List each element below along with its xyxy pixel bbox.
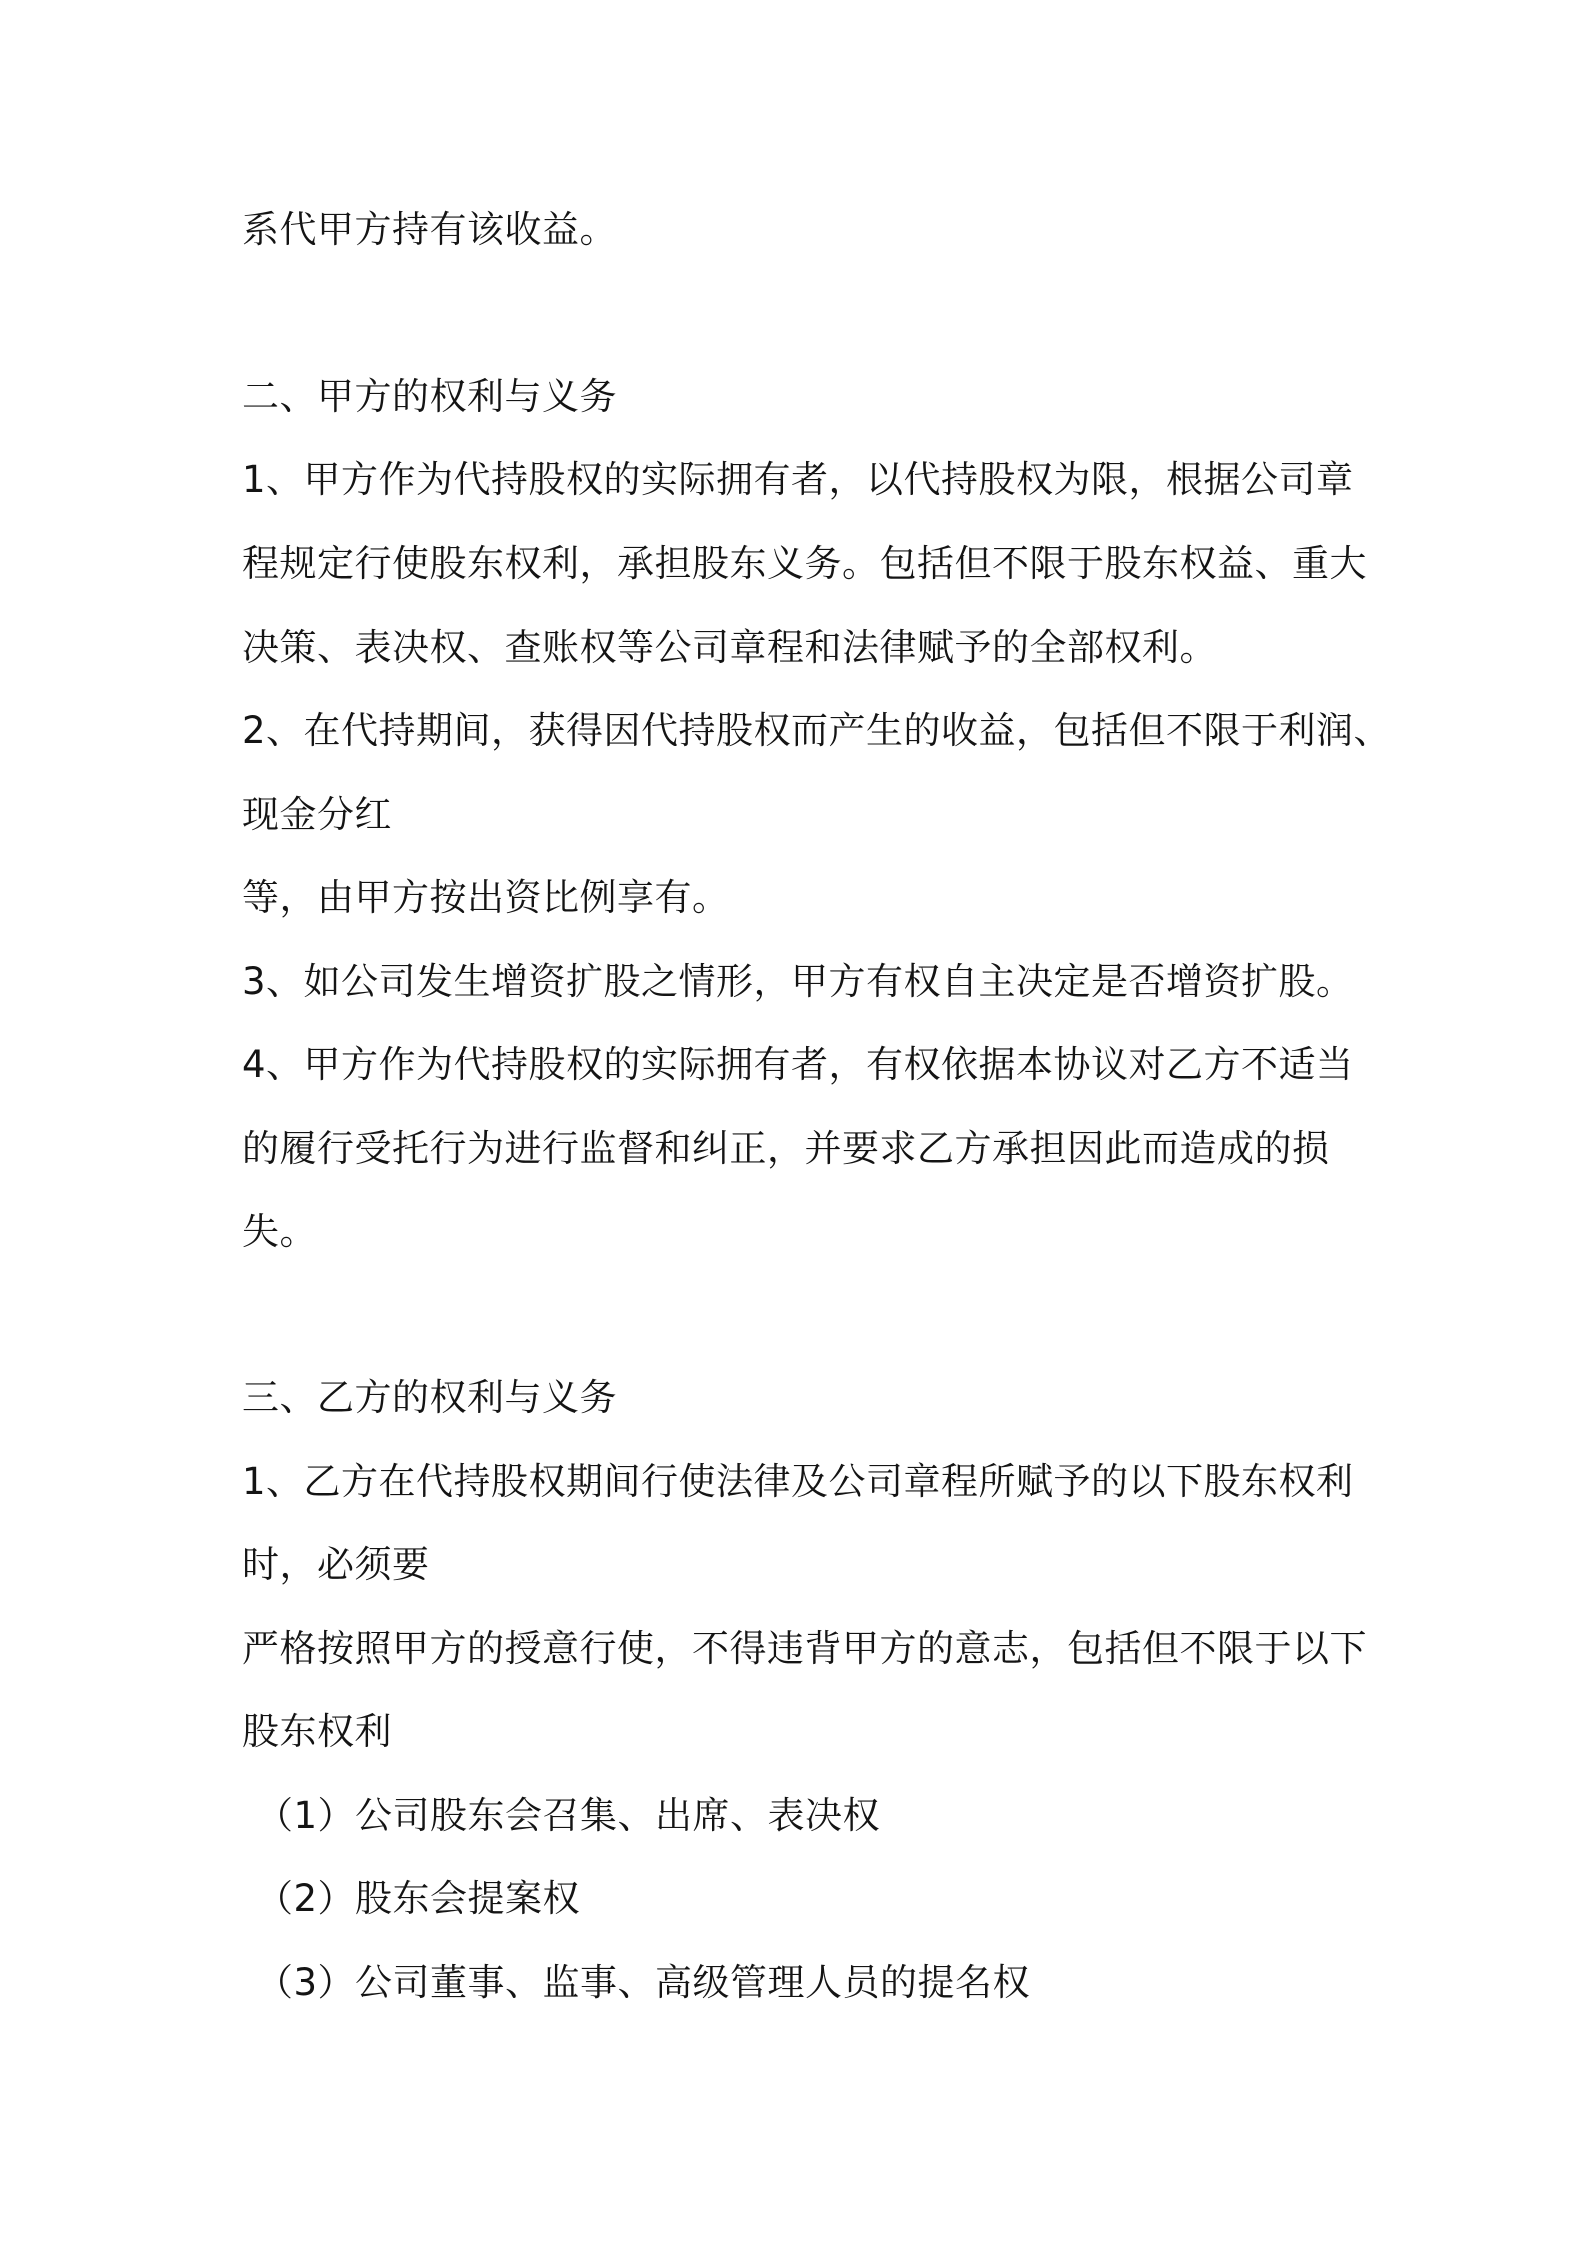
list-item: （2）股东会提案权	[256, 1877, 581, 1920]
paragraph-line: 股东权利	[242, 1710, 392, 1753]
list-item: （1）公司股东会召集、出席、表决权	[256, 1794, 881, 1837]
paragraph-line: 3、如公司发生增资扩股之情形，甲方有权自主决定是否增资扩股。	[242, 960, 1354, 1003]
paragraph-line: 程规定行使股东权利，承担股东义务。包括但不限于股东权益、重大	[242, 542, 1367, 585]
list-item: （3）公司董事、监事、高级管理人员的提名权	[256, 1961, 1031, 2004]
section-heading: 二、甲方的权利与义务	[242, 375, 617, 418]
paragraph-line: 等，由甲方按出资比例享有。	[242, 876, 730, 919]
paragraph-line: 的履行受托行为进行监督和纠正，并要求乙方承担因此而造成的损	[242, 1127, 1330, 1170]
paragraph-line: 决策、表决权、查账权等公司章程和法律赋予的全部权利。	[242, 626, 1217, 669]
section-heading: 三、乙方的权利与义务	[242, 1376, 617, 1419]
paragraph-line: 4、甲方作为代持股权的实际拥有者，有权依据本协议对乙方不适当	[242, 1043, 1354, 1086]
paragraph-line: 严格按照甲方的授意行使，不得违背甲方的意志，包括但不限于以下	[242, 1627, 1367, 1670]
paragraph-line: 系代甲方持有该收益。	[242, 208, 617, 251]
paragraph-line: 1、甲方作为代持股权的实际拥有者，以代持股权为限，根据公司章	[242, 458, 1354, 501]
paragraph-line: 1、乙方在代持股权期间行使法律及公司章程所赋予的以下股东权利	[242, 1460, 1354, 1503]
paragraph-line: 2、在代持期间，获得因代持股权而产生的收益，包括但不限于利润、	[242, 709, 1392, 752]
paragraph-line: 失。	[242, 1210, 317, 1253]
paragraph-line: 现金分红	[242, 793, 392, 836]
paragraph-line: 时，必须要	[242, 1543, 430, 1586]
